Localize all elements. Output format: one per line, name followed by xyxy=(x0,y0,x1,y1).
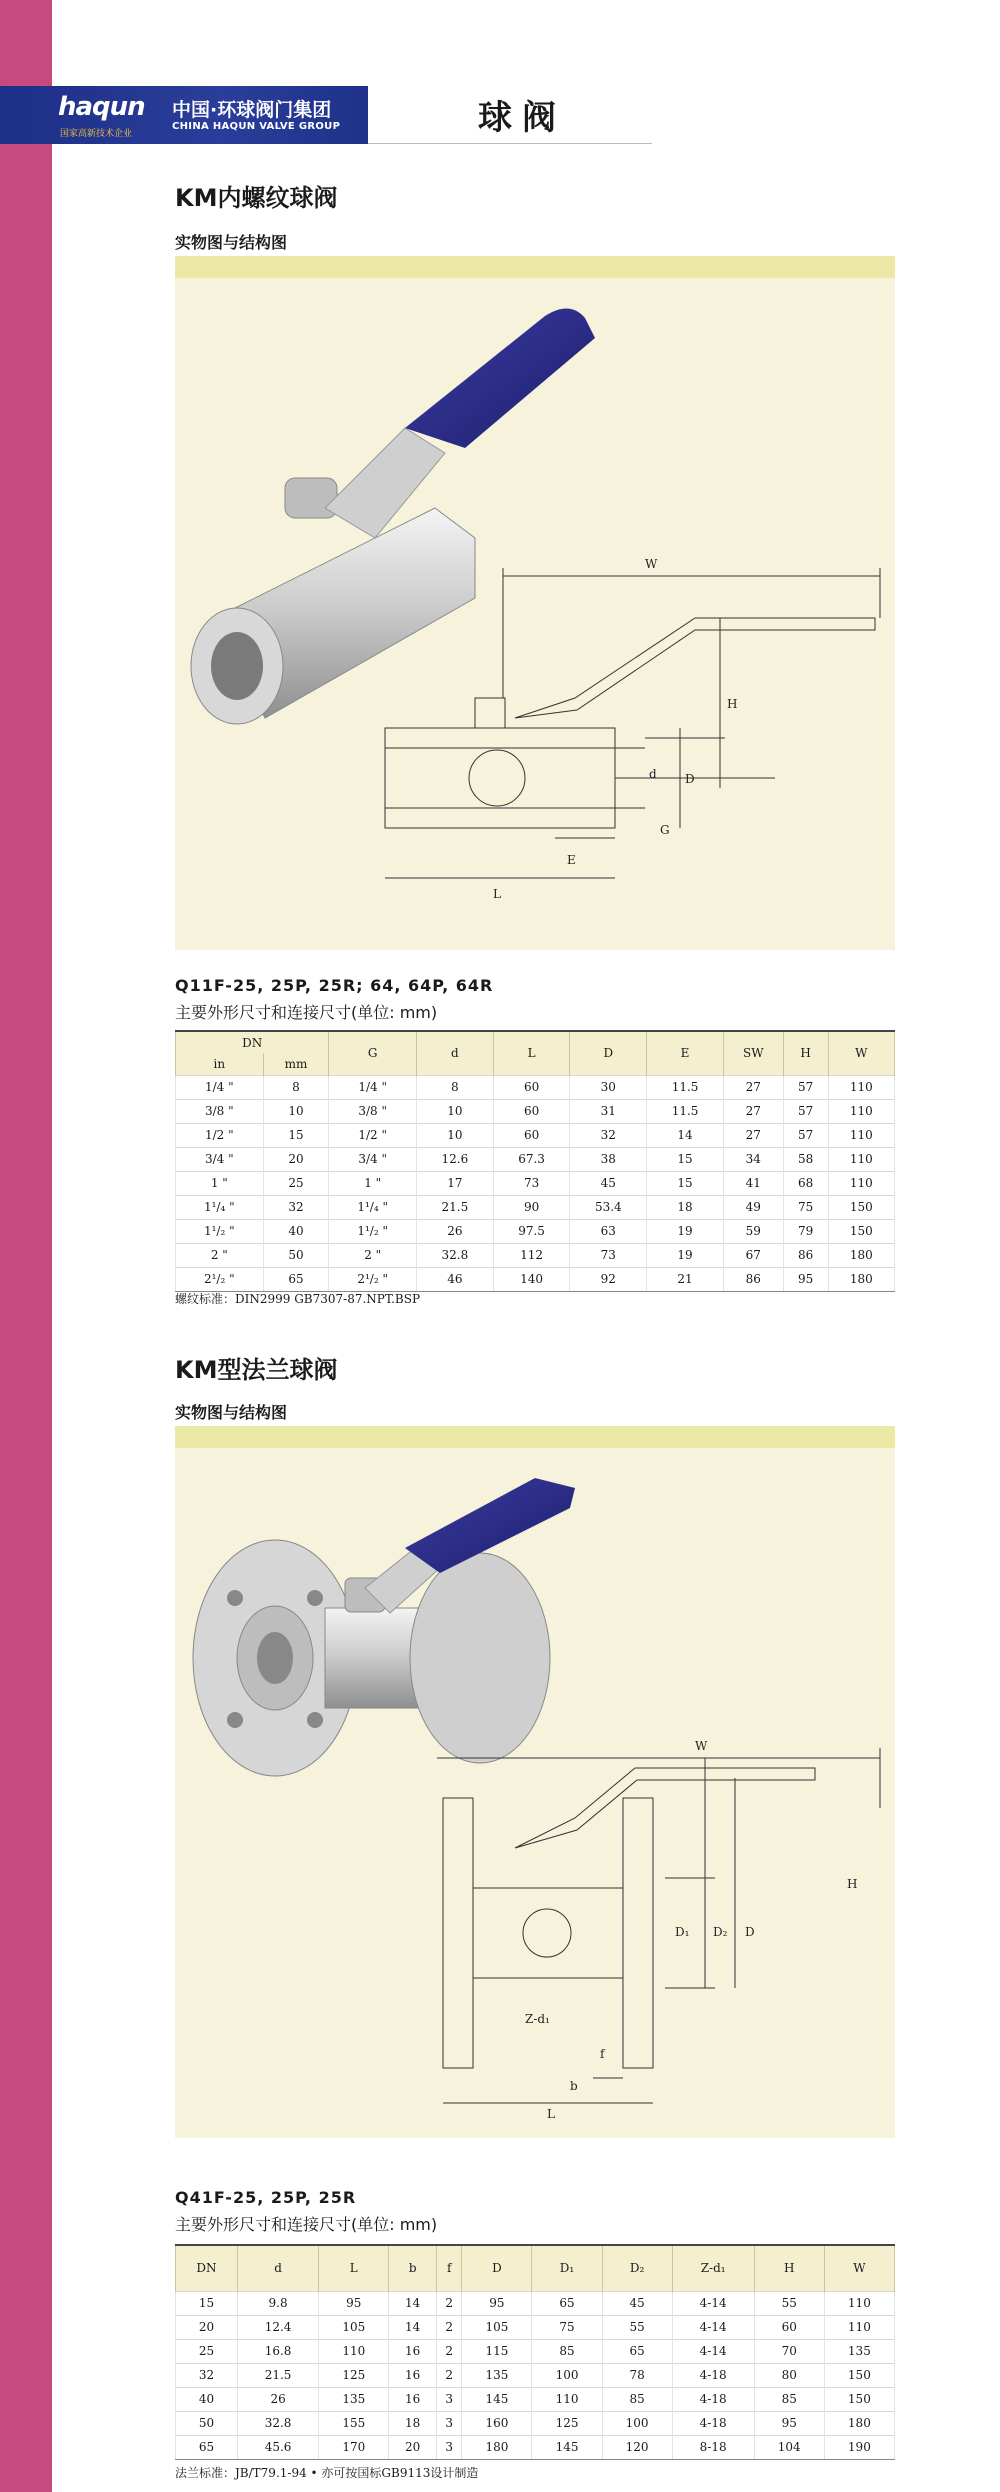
table-cell: 145 xyxy=(532,2435,602,2459)
table-cell: 2 xyxy=(437,2363,462,2387)
table-cell: 60 xyxy=(493,1123,570,1147)
table-cell: 21.5 xyxy=(416,1195,493,1219)
table-cell: 65 xyxy=(602,2339,672,2363)
section2-subtitle: 实物图与结构图 xyxy=(175,1403,288,1422)
table-cell: 190 xyxy=(824,2435,894,2459)
table-header-D: D xyxy=(570,1031,647,1075)
table-cell: 50 xyxy=(263,1243,329,1267)
table-cell: 3 xyxy=(437,2435,462,2459)
table-cell: 1/4 " xyxy=(329,1075,417,1099)
table-cell: 8 xyxy=(416,1075,493,1099)
table-cell: 180 xyxy=(828,1243,894,1267)
company-name-en: CHINA HAQUN VALVE GROUP xyxy=(172,121,341,132)
table-cell: 104 xyxy=(754,2435,824,2459)
table-cell: 135 xyxy=(462,2363,532,2387)
table-cell: 14 xyxy=(389,2291,437,2315)
table-row xyxy=(176,1075,895,1099)
table-cell: 3/8 " xyxy=(329,1099,417,1123)
dim-label-g: G xyxy=(660,823,670,837)
company-name-cn: 中国·环球阀门集团 xyxy=(172,99,332,121)
table-header-g: G xyxy=(329,1031,417,1075)
table-row xyxy=(176,1147,895,1171)
section1-title: KM内螺纹球阀 xyxy=(175,184,338,212)
table-cell: 150 xyxy=(824,2387,894,2411)
table-row xyxy=(176,2339,895,2363)
section1-figure-panel xyxy=(175,256,895,950)
table-cell: 10 xyxy=(416,1099,493,1123)
table-cell: 112 xyxy=(493,1243,570,1267)
section1-thread-standard-note: 螺纹标准：DIN2999 GB7307-87.NPT.BSP xyxy=(175,1292,421,1306)
table-cell: 67.3 xyxy=(493,1147,570,1171)
table-cell: 65 xyxy=(263,1267,329,1291)
table-cell: 85 xyxy=(754,2387,824,2411)
table-cell: 25 xyxy=(176,2339,238,2363)
table-cell: 160 xyxy=(462,2411,532,2435)
table-cell: 31 xyxy=(570,1099,647,1123)
table-cell: 12.4 xyxy=(237,2315,318,2339)
brand-tagline: 国家高新技术企业 xyxy=(60,129,133,139)
table-header-h: H xyxy=(754,2245,824,2291)
dim-label-b: b xyxy=(570,2079,578,2093)
dim-label-l: L xyxy=(547,2107,555,2121)
section2-flange-standard-note: 法兰标准：JB/T79.1-94 • 亦可按国标GB9113设计制造 xyxy=(175,2466,479,2480)
table-cell: 25 xyxy=(263,1171,329,1195)
table-cell: 40 xyxy=(176,2387,238,2411)
table-header-d2: D₂ xyxy=(602,2245,672,2291)
table-cell: 57 xyxy=(783,1075,828,1099)
table-cell: 38 xyxy=(570,1147,647,1171)
table-cell: 2 " xyxy=(329,1243,417,1267)
table-cell: 90 xyxy=(493,1195,570,1219)
table-row xyxy=(176,2387,895,2411)
table-cell: 1 " xyxy=(176,1171,264,1195)
table-cell: 73 xyxy=(570,1243,647,1267)
table-row xyxy=(176,2435,895,2459)
table-header-d: d xyxy=(416,1031,493,1075)
table-cell: 65 xyxy=(532,2291,602,2315)
table-cell: 11.5 xyxy=(647,1099,724,1123)
table-cell: 19 xyxy=(647,1219,724,1243)
table-header-in: in xyxy=(176,1053,264,1075)
table-cell: 1¹/₂ " xyxy=(176,1219,264,1243)
table-cell: 40 xyxy=(263,1219,329,1243)
table-cell: 145 xyxy=(462,2387,532,2411)
table-header-sw: SW xyxy=(723,1031,783,1075)
table-row xyxy=(176,1171,895,1195)
table-header-d: d xyxy=(237,2245,318,2291)
table-cell: 20 xyxy=(176,2315,238,2339)
table-header-mm: mm xyxy=(263,1053,329,1075)
table-cell: 1/4 " xyxy=(176,1075,264,1099)
table-row xyxy=(176,2363,895,2387)
table-header-dn: DN xyxy=(176,1031,329,1053)
table-cell: 3/4 " xyxy=(329,1147,417,1171)
table-cell: 60 xyxy=(493,1099,570,1123)
table-cell: 16.8 xyxy=(237,2339,318,2363)
table-cell: 1/2 " xyxy=(176,1123,264,1147)
table-cell: 2 xyxy=(437,2315,462,2339)
table-cell: 4-14 xyxy=(672,2339,754,2363)
table-cell: 2 xyxy=(437,2291,462,2315)
threaded-ball-valve-illustration xyxy=(175,278,895,950)
table-header-l: L xyxy=(493,1031,570,1075)
table-cell: 11.5 xyxy=(647,1075,724,1099)
table-cell: 170 xyxy=(319,2435,389,2459)
table-cell: 73 xyxy=(493,1171,570,1195)
table-row xyxy=(176,2291,895,2315)
table-cell: 34 xyxy=(723,1147,783,1171)
table-cell: 20 xyxy=(263,1147,329,1171)
table-cell: 26 xyxy=(416,1219,493,1243)
table-cell: 110 xyxy=(828,1123,894,1147)
valve-photo xyxy=(191,308,595,724)
table-cell: 26 xyxy=(237,2387,318,2411)
structure-drawing xyxy=(385,568,880,878)
table-cell: 79 xyxy=(783,1219,828,1243)
table-cell: 120 xyxy=(602,2435,672,2459)
table-header-l: L xyxy=(319,2245,389,2291)
table-cell: 110 xyxy=(828,1147,894,1171)
table-cell: 110 xyxy=(824,2315,894,2339)
table-cell: 16 xyxy=(389,2339,437,2363)
table-cell: 85 xyxy=(602,2387,672,2411)
table-cell: 2¹/₂ " xyxy=(329,1267,417,1291)
section2-figure-panel xyxy=(175,1426,895,2138)
table-cell: 45 xyxy=(570,1171,647,1195)
section2-dims-caption: 主要外形尺寸和连接尺寸(单位: mm) xyxy=(175,2215,438,2234)
dim-label-d: D xyxy=(745,1925,755,1939)
table-cell: 12.6 xyxy=(416,1147,493,1171)
table-cell: 19 xyxy=(647,1243,724,1267)
table-cell: 15 xyxy=(176,2291,238,2315)
table-cell: 58 xyxy=(783,1147,828,1171)
table-cell: 180 xyxy=(828,1267,894,1291)
table-cell: 10 xyxy=(263,1099,329,1123)
table-cell: 16 xyxy=(389,2387,437,2411)
table-cell: 95 xyxy=(783,1267,828,1291)
table-cell: 1/2 " xyxy=(329,1123,417,1147)
dim-label-f: f xyxy=(600,2047,605,2061)
table-row xyxy=(176,1267,895,1291)
table-row xyxy=(176,1123,895,1147)
flanged-valve-photo xyxy=(193,1478,575,1776)
table-cell: 18 xyxy=(389,2411,437,2435)
table-cell: 86 xyxy=(723,1267,783,1291)
table-cell: 75 xyxy=(783,1195,828,1219)
table-cell: 2 " xyxy=(176,1243,264,1267)
dim-label-w: W xyxy=(645,557,658,571)
table-cell: 1 " xyxy=(329,1171,417,1195)
table-cell: 15 xyxy=(647,1171,724,1195)
table-cell: 85 xyxy=(532,2339,602,2363)
table-cell: 32.8 xyxy=(416,1243,493,1267)
table-cell: 32 xyxy=(570,1123,647,1147)
table-cell: 63 xyxy=(570,1219,647,1243)
table-cell: 95 xyxy=(754,2411,824,2435)
section2-spec-table xyxy=(175,2244,895,2460)
table-cell: 68 xyxy=(783,1171,828,1195)
section1-subtitle: 实物图与结构图 xyxy=(175,233,288,252)
table-cell: 59 xyxy=(723,1219,783,1243)
table-cell: 41 xyxy=(723,1171,783,1195)
table-cell: 1¹/₂ " xyxy=(329,1219,417,1243)
table-header-dn: DN xyxy=(176,2245,238,2291)
table-cell: 95 xyxy=(462,2291,532,2315)
table-cell: 55 xyxy=(602,2315,672,2339)
table-cell: 1¹/₄ " xyxy=(176,1195,264,1219)
brand-logo: haqun xyxy=(58,92,145,122)
flanged-ball-valve-illustration xyxy=(175,1448,895,2138)
table-cell: 2¹/₂ " xyxy=(176,1267,264,1291)
table-cell: 45.6 xyxy=(237,2435,318,2459)
table-cell: 110 xyxy=(319,2339,389,2363)
table-header-e: E xyxy=(647,1031,724,1075)
table-cell: 27 xyxy=(723,1123,783,1147)
table-cell: 32.8 xyxy=(237,2411,318,2435)
table-cell: 100 xyxy=(602,2411,672,2435)
table-cell: 20 xyxy=(389,2435,437,2459)
table-cell: 150 xyxy=(828,1195,894,1219)
dim-label-h: H xyxy=(727,697,738,711)
table-cell: 105 xyxy=(319,2315,389,2339)
table-cell: 95 xyxy=(319,2291,389,2315)
table-cell: 10 xyxy=(416,1123,493,1147)
table-cell: 135 xyxy=(319,2387,389,2411)
table-cell: 4-18 xyxy=(672,2387,754,2411)
table-cell: 4-14 xyxy=(672,2315,754,2339)
table-cell: 32 xyxy=(176,2363,238,2387)
table-cell: 18 xyxy=(647,1195,724,1219)
table-cell: 150 xyxy=(824,2363,894,2387)
table-cell: 2 xyxy=(437,2339,462,2363)
table-cell: 97.5 xyxy=(493,1219,570,1243)
table-cell: 49 xyxy=(723,1195,783,1219)
table-cell: 70 xyxy=(754,2339,824,2363)
table-cell: 125 xyxy=(319,2363,389,2387)
table-cell: 110 xyxy=(828,1171,894,1195)
dim-label-d: D xyxy=(685,772,695,786)
table-cell: 1¹/₄ " xyxy=(329,1195,417,1219)
table-cell: 46 xyxy=(416,1267,493,1291)
table-cell: 27 xyxy=(723,1075,783,1099)
table-cell: 3/4 " xyxy=(176,1147,264,1171)
table-row xyxy=(176,1243,895,1267)
table-cell: 21.5 xyxy=(237,2363,318,2387)
table-cell: 4-14 xyxy=(672,2291,754,2315)
table-cell: 8 xyxy=(263,1075,329,1099)
table-cell: 16 xyxy=(389,2363,437,2387)
table-cell: 180 xyxy=(824,2411,894,2435)
table-cell: 105 xyxy=(462,2315,532,2339)
table-cell: 14 xyxy=(647,1123,724,1147)
table-cell: 65 xyxy=(176,2435,238,2459)
dim-label-w: W xyxy=(695,1739,708,1753)
table-cell: 14 xyxy=(389,2315,437,2339)
dim-label-d-small: d xyxy=(649,767,657,781)
table-cell: 150 xyxy=(828,1219,894,1243)
table-cell: 57 xyxy=(783,1123,828,1147)
table-cell: 100 xyxy=(532,2363,602,2387)
section2-title: KM型法兰球阀 xyxy=(175,1356,338,1384)
dim-label-d2: D₂ xyxy=(713,1925,728,1939)
table-cell: 3/8 " xyxy=(176,1099,264,1123)
table-cell: 21 xyxy=(647,1267,724,1291)
table-header-D: D xyxy=(462,2245,532,2291)
table-cell: 55 xyxy=(754,2291,824,2315)
table-cell: 135 xyxy=(824,2339,894,2363)
table-cell: 17 xyxy=(416,1171,493,1195)
table-row xyxy=(176,2315,895,2339)
table-cell: 110 xyxy=(828,1099,894,1123)
table-cell: 32 xyxy=(263,1195,329,1219)
dim-label-zd1: Z-d₁ xyxy=(525,2012,550,2026)
table-row xyxy=(176,1219,895,1243)
table-cell: 8-18 xyxy=(672,2435,754,2459)
table-cell: 4-18 xyxy=(672,2363,754,2387)
table-cell: 57 xyxy=(783,1099,828,1123)
table-cell: 110 xyxy=(828,1075,894,1099)
table-cell: 67 xyxy=(723,1243,783,1267)
table-header-d1: D₁ xyxy=(532,2245,602,2291)
table-cell: 15 xyxy=(647,1147,724,1171)
table-header-b: b xyxy=(389,2245,437,2291)
flanged-structure-drawing xyxy=(437,1748,880,2103)
table-cell: 115 xyxy=(462,2339,532,2363)
section1-model: Q11F-25, 25P, 25R; 64, 64P, 64R xyxy=(175,976,494,995)
table-cell: 15 xyxy=(263,1123,329,1147)
table-cell: 86 xyxy=(783,1243,828,1267)
table-cell: 125 xyxy=(532,2411,602,2435)
table-cell: 60 xyxy=(754,2315,824,2339)
table-header-w: W xyxy=(828,1031,894,1075)
table-cell: 110 xyxy=(532,2387,602,2411)
table-cell: 110 xyxy=(824,2291,894,2315)
table-cell: 180 xyxy=(462,2435,532,2459)
dim-label-e: E xyxy=(567,853,576,867)
table-row xyxy=(176,1099,895,1123)
header-rule xyxy=(368,143,652,144)
table-cell: 78 xyxy=(602,2363,672,2387)
table-header-w: W xyxy=(824,2245,894,2291)
table-cell: 75 xyxy=(532,2315,602,2339)
section1-dims-caption: 主要外形尺寸和连接尺寸(单位: mm) xyxy=(175,1003,438,1022)
table-row xyxy=(176,1195,895,1219)
table-cell: 3 xyxy=(437,2387,462,2411)
dim-label-h: H xyxy=(847,1877,858,1891)
table-cell: 3 xyxy=(437,2411,462,2435)
table-cell: 92 xyxy=(570,1267,647,1291)
table-cell: 140 xyxy=(493,1267,570,1291)
table-cell: 27 xyxy=(723,1099,783,1123)
table-cell: 30 xyxy=(570,1075,647,1099)
page-title: 球阀 xyxy=(478,98,566,138)
dim-label-l: L xyxy=(493,887,501,901)
table-header-zd1: Z-d₁ xyxy=(672,2245,754,2291)
section1-spec-table xyxy=(175,1030,895,1292)
table-cell: 60 xyxy=(493,1075,570,1099)
company-logo-banner xyxy=(0,86,368,144)
dim-label-d1: D₁ xyxy=(675,1925,690,1939)
side-color-bar xyxy=(0,0,52,2492)
table-cell: 50 xyxy=(176,2411,238,2435)
table-row xyxy=(176,2411,895,2435)
section2-model: Q41F-25, 25P, 25R xyxy=(175,2188,357,2207)
table-cell: 9.8 xyxy=(237,2291,318,2315)
table-cell: 53.4 xyxy=(570,1195,647,1219)
table-cell: 4-18 xyxy=(672,2411,754,2435)
table-header-f: f xyxy=(437,2245,462,2291)
table-cell: 45 xyxy=(602,2291,672,2315)
table-cell: 155 xyxy=(319,2411,389,2435)
table-header-h: H xyxy=(783,1031,828,1075)
table-cell: 80 xyxy=(754,2363,824,2387)
